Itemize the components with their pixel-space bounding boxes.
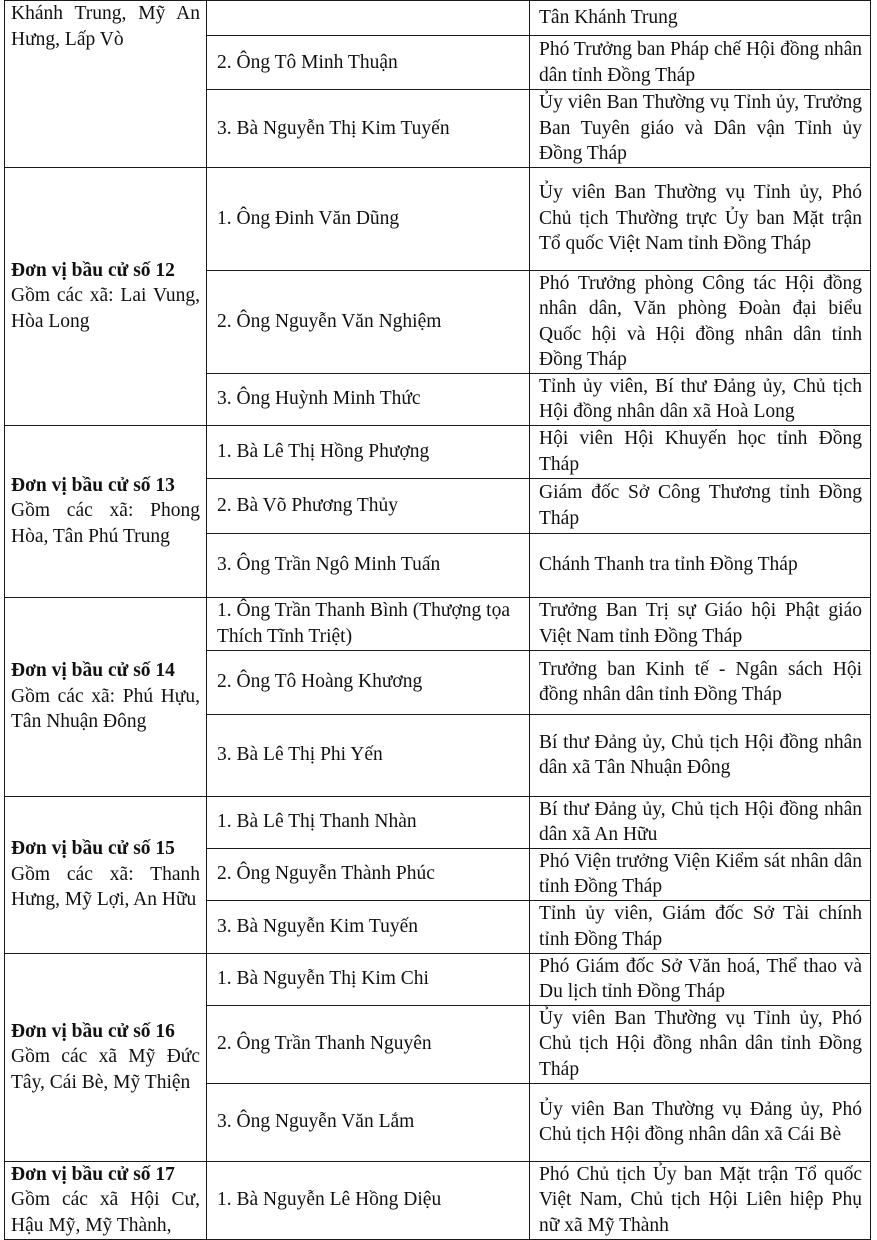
electoral-unit-cell	[5, 597, 207, 796]
candidate-position: Chánh Thanh tra tỉnh Đồng Tháp	[530, 533, 871, 597]
electoral-unit-title: Đơn vị bầu cử số 16	[11, 1020, 175, 1042]
electoral-unit-title: Đơn vị bầu cử số 17	[11, 1163, 175, 1185]
table-row	[5, 1161, 871, 1239]
candidate-position: Ủy viên Ban Thường vụ Đảng ủy, Phó Chủ tịch Hội đồng nhân dân xã Cái Bè	[530, 1083, 871, 1161]
candidate-name: 2. Ông Trần Thanh Nguyên	[207, 1005, 530, 1083]
electoral-unit-desc: Gồm các xã: Phú Hựu, Tân Nhuận Đông	[11, 685, 200, 733]
electoral-unit-title: Đơn vị bầu cử số 13	[11, 474, 175, 496]
candidate-position: Trưởng Ban Trị sự Giáo hội Phật giáo Việt Nam tỉnh Đồng Tháp	[530, 597, 871, 650]
candidate-name: 3. Ông Huỳnh Minh Thức	[207, 373, 530, 425]
candidate-name: 3. Bà Nguyễn Kim Tuyến	[207, 900, 530, 953]
candidate-name: 3. Ông Trần Ngô Minh Tuấn	[207, 533, 530, 597]
candidate-position: Phó Trưởng phòng Công tác Hội đồng nhân dân, Văn phòng Đoàn đại biểu Quốc hội và Hội đồng nhân dân tỉnh Đồng Tháp	[530, 270, 871, 373]
candidate-name: 1. Ông Đinh Văn Dũng	[207, 167, 530, 270]
candidate-position: Ủy viên Ban Thường vụ Tỉnh ủy, Phó Chủ tịch Hội đồng nhân dân tỉnh Đồng Tháp	[530, 1005, 871, 1083]
candidate-name: 2. Ông Tô Hoàng Khương	[207, 650, 530, 714]
candidate-position: Ủy viên Ban Thường vụ Tỉnh ủy, Phó Chủ tịch Thường trực Ủy ban Mặt trận Tổ quốc Việt Nam tỉnh Đồng Tháp	[530, 167, 871, 270]
table-row	[5, 796, 871, 848]
electoral-unit-cell	[5, 167, 207, 425]
candidate-name: 3. Bà Nguyễn Thị Kim Tuyến	[207, 90, 530, 168]
electoral-unit-desc: Gồm các xã Hội Cư, Hậu Mỹ, Mỹ Thành,	[11, 1189, 200, 1236]
electoral-unit-title: Đơn vị bầu cử số 15	[11, 838, 175, 860]
candidate-position: Ủy viên Ban Thường vụ Tỉnh ủy, Trưởng Ban Tuyên giáo và Dân vận Tỉnh ủy Đồng Tháp	[530, 90, 871, 168]
candidate-name: 1. Ông Trần Thanh Bình (Thượng tọa Thích Tĩnh Triệt)	[207, 597, 530, 650]
candidate-name: 1. Bà Lê Thị Thanh Nhàn	[207, 796, 530, 848]
candidate-position: Phó Viện trưởng Viện Kiểm sát nhân dân tỉnh Đồng Tháp	[530, 848, 871, 900]
electoral-unit-cell	[5, 1, 207, 168]
table-row	[5, 425, 871, 478]
candidate-position: Giám đốc Sở Công Thương tỉnh Đồng Tháp	[530, 478, 871, 533]
candidate-name	[207, 1, 530, 36]
candidate-position: Bí thư Đảng ủy, Chủ tịch Hội đồng nhân dân xã Tân Nhuận Đông	[530, 714, 871, 796]
candidate-position: Phó Chủ tịch Ủy ban Mặt trận Tổ quốc Việt Nam, Chủ tịch Hội Liên hiệp Phụ nữ xã Mỹ Thành	[530, 1161, 871, 1239]
candidate-position: Tỉnh ủy viên, Giám đốc Sở Tài chính tỉnh Đồng Tháp	[530, 900, 871, 953]
candidate-position: Trưởng ban Kinh tế - Ngân sách Hội đồng nhân dân tỉnh Đồng Tháp	[530, 650, 871, 714]
electoral-unit-desc: Gồm các xã: Lai Vung, Hòa Long	[11, 285, 200, 332]
candidate-position: Tân Khánh Trung	[530, 1, 871, 36]
candidate-name: 3. Bà Lê Thị Phi Yến	[207, 714, 530, 796]
candidate-name: 3. Ông Nguyễn Văn Lắm	[207, 1083, 530, 1161]
electoral-unit-cell	[5, 425, 207, 597]
electoral-unit-desc: Khánh Trung, Mỹ An Hưng, Lấp Vò	[11, 3, 200, 50]
candidate-position: Phó Giám đốc Sở Văn hoá, Thể thao và Du lịch tỉnh Đồng Tháp	[530, 953, 871, 1005]
electoral-unit-title: Đơn vị bầu cử số 12	[11, 259, 175, 281]
electoral-unit-cell	[5, 953, 207, 1161]
table-row	[5, 1, 871, 36]
candidate-position: Tỉnh ủy viên, Bí thư Đảng ủy, Chủ tịch Hội đồng nhân dân xã Hoà Long	[530, 373, 871, 425]
candidate-name: 1. Bà Nguyễn Thị Kim Chi	[207, 953, 530, 1005]
candidate-name: 2. Bà Võ Phương Thủy	[207, 478, 530, 533]
candidate-position: Hội viên Hội Khuyến học tỉnh Đồng Tháp	[530, 425, 871, 478]
electoral-unit-title: Đơn vị bầu cử số 14	[11, 660, 175, 682]
candidate-name: 2. Ông Nguyễn Văn Nghiệm	[207, 270, 530, 373]
table-row	[5, 953, 871, 1005]
candidate-name: 1. Bà Lê Thị Hồng Phượng	[207, 425, 530, 478]
electoral-unit-desc: Gồm các xã: Phong Hòa, Tân Phú Trung	[11, 500, 200, 547]
table-row	[5, 597, 871, 650]
electoral-unit-cell	[5, 796, 207, 953]
candidate-position: Phó Trưởng ban Pháp chế Hội đồng nhân dân tỉnh Đồng Tháp	[530, 36, 871, 90]
candidate-position: Bí thư Đảng ủy, Chủ tịch Hội đồng nhân dân xã An Hữu	[530, 796, 871, 848]
electoral-unit-desc: Gồm các xã: Thanh Hưng, Mỹ Lợi, An Hữu	[11, 863, 200, 911]
candidate-name: 1. Bà Nguyễn Lê Hồng Diệu	[207, 1161, 530, 1239]
candidate-table	[4, 0, 871, 1240]
candidate-name: 2. Ông Nguyễn Thành Phúc	[207, 848, 530, 900]
table-row	[5, 167, 871, 270]
electoral-unit-cell	[5, 1161, 207, 1239]
electoral-unit-desc: Gồm các xã Mỹ Đức Tây, Cái Bè, Mỹ Thiện	[11, 1046, 200, 1093]
candidate-name: 2. Ông Tô Minh Thuận	[207, 36, 530, 90]
